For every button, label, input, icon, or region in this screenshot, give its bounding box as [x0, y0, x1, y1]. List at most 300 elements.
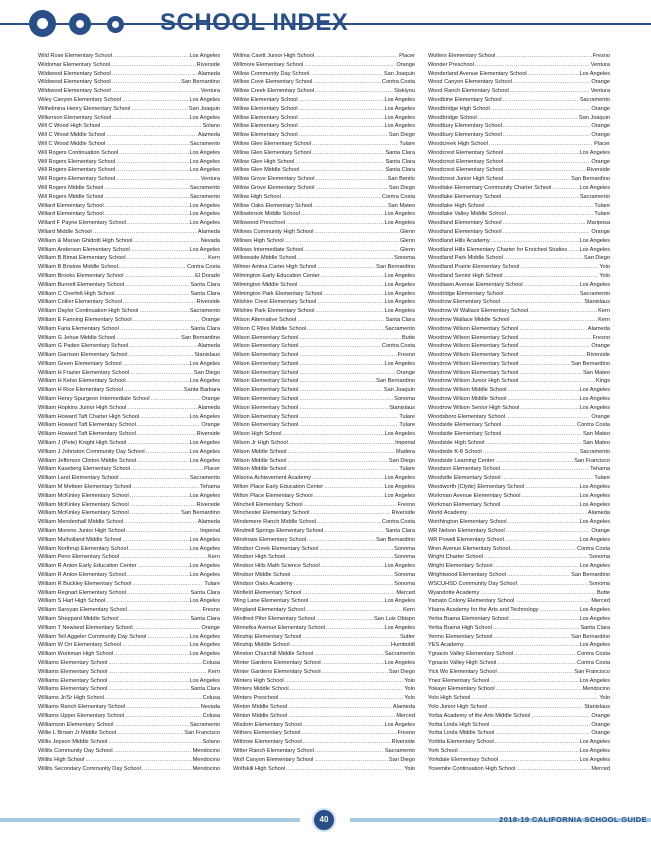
school-name: Winchester Elementary School	[233, 510, 310, 517]
school-name: William H Frazier Elementary School	[38, 369, 130, 376]
school-name: Wilson High School	[233, 431, 282, 438]
dot-leader	[502, 474, 594, 483]
dot-leader	[116, 166, 188, 175]
dot-leader	[510, 615, 579, 624]
index-entry	[38, 421, 220, 430]
index-entry	[233, 580, 415, 589]
county-name: Los Angeles	[189, 96, 220, 103]
large-circle-icon	[29, 10, 56, 37]
county-name: Contra Costa	[382, 79, 415, 86]
dot-leader	[504, 158, 590, 167]
school-name: Will Rogers Elementary School	[38, 158, 116, 165]
dot-leader	[299, 413, 398, 422]
dot-leader	[491, 105, 591, 114]
county-name: Sacramento	[189, 308, 220, 315]
county-name: Los Angeles	[189, 563, 220, 570]
county-name: Los Angeles	[189, 651, 220, 658]
county-name: Los Angeles	[579, 404, 610, 411]
school-name: Wildwood Elementary School	[38, 70, 111, 77]
school-name: William Hopkins Junior High School	[38, 404, 127, 411]
dot-leader	[326, 624, 384, 633]
dot-leader	[114, 747, 192, 756]
dot-leader	[519, 334, 591, 343]
school-name: WR Powell Elementary School	[428, 536, 504, 543]
index-entry	[38, 131, 220, 140]
index-entry	[233, 246, 415, 255]
school-name: Woodbury Elementary School	[428, 123, 502, 130]
county-name: Orange	[591, 721, 610, 728]
dot-leader	[299, 395, 393, 404]
index-entry	[428, 377, 610, 386]
index-entry	[233, 457, 415, 466]
dot-leader	[528, 70, 579, 79]
index-entry	[38, 386, 220, 395]
index-entry	[428, 589, 610, 598]
dot-leader	[495, 729, 590, 738]
dot-leader	[299, 421, 398, 430]
footer-rule-left	[0, 818, 300, 822]
dot-leader	[468, 509, 587, 518]
county-name: Ventura	[200, 88, 220, 95]
school-name: Wilson Elementary School	[233, 404, 299, 411]
index-entry	[428, 158, 610, 167]
dot-leader	[504, 175, 570, 184]
index-entry	[233, 421, 415, 430]
dot-leader	[499, 756, 578, 765]
index-entry	[428, 351, 610, 360]
school-name: Worthington Elementary School	[428, 519, 507, 526]
school-name: Woodside Elementary School	[428, 431, 502, 438]
school-name: Woodland Elementary School	[428, 228, 502, 235]
county-name: Sonoma	[394, 545, 415, 552]
county-name: Los Angeles	[189, 53, 220, 59]
dot-leader	[504, 272, 599, 281]
county-name: Los Angeles	[189, 642, 220, 649]
index-entry	[428, 325, 610, 334]
index-entry	[428, 228, 610, 237]
dot-leader	[128, 606, 202, 615]
dot-leader	[510, 87, 590, 96]
school-name: Willard Middle School	[38, 228, 92, 235]
county-name: Los Angeles	[384, 308, 415, 315]
county-name: Riverside	[391, 739, 415, 746]
dot-leader	[486, 202, 594, 211]
school-name: WR Nelson Elementary School	[428, 528, 505, 535]
school-name: Winter Gardens Elementary School	[233, 659, 321, 666]
dot-leader	[486, 439, 582, 448]
school-name: Willits High School	[38, 756, 85, 763]
index-entry	[38, 342, 220, 351]
county-name: Placer	[204, 466, 220, 473]
index-entry	[38, 765, 220, 774]
county-name: San Bernardino	[571, 572, 610, 579]
school-name: Winton Middle School	[233, 703, 288, 710]
index-entry	[38, 140, 220, 149]
dot-leader	[117, 729, 183, 738]
school-name: Windsor Hills Math Science School	[233, 563, 320, 570]
school-name: Willow Elementary School	[233, 114, 298, 121]
index-entry	[38, 360, 220, 369]
index-entry	[233, 254, 415, 263]
school-name: Woodlawn Avenue Elementary School	[428, 281, 523, 288]
dot-leader	[132, 483, 199, 492]
county-name: Merced	[396, 712, 415, 719]
school-name: Wilson Elementary School	[233, 396, 299, 403]
school-name: Wyandotte Academy	[428, 589, 480, 596]
index-entry	[38, 668, 220, 677]
school-name: William S Hart High School	[38, 598, 106, 605]
school-name: Willow Elementary School	[233, 132, 298, 139]
county-name: Santa Clara	[385, 158, 415, 165]
dot-leader	[302, 589, 395, 598]
index-entry	[233, 122, 415, 131]
county-name: Alameda	[197, 343, 220, 350]
county-name: Los Angeles	[384, 290, 415, 297]
school-name: William McKinley Elementary School	[38, 510, 129, 517]
index-entry	[233, 52, 415, 61]
county-name: Ventura	[590, 88, 610, 95]
index-entry	[38, 545, 220, 554]
school-name: Yorba Academy of the Arts Middle School	[428, 712, 531, 719]
page-number: 40	[312, 808, 336, 832]
school-name: Wildomar Elementary School	[38, 61, 111, 68]
school-name: Wilhelmina Henry Elementary School	[38, 105, 131, 112]
index-entry	[233, 624, 415, 633]
dot-leader	[299, 386, 383, 395]
dot-leader	[290, 685, 404, 694]
county-name: Contra Costa	[577, 545, 610, 552]
index-entry	[38, 606, 220, 615]
index-entry	[233, 298, 415, 307]
dot-leader	[506, 413, 590, 422]
dot-leader	[521, 492, 578, 501]
dot-leader	[112, 87, 200, 96]
county-name: Butte	[401, 334, 415, 341]
index-entry	[428, 290, 610, 299]
index-entry	[428, 615, 610, 624]
index-entry	[38, 729, 220, 738]
county-name: Los Angeles	[579, 484, 610, 491]
index-entry	[233, 290, 415, 299]
dot-leader	[112, 70, 197, 79]
school-name: William Howard Taft Elementary School	[38, 422, 136, 429]
county-name: San Bernardino	[571, 360, 610, 367]
index-entry	[428, 421, 610, 430]
county-name: Tulare	[399, 413, 415, 420]
dot-leader	[304, 246, 399, 255]
school-name: William G Jehue Middle School	[38, 334, 116, 341]
county-name: Los Angeles	[384, 114, 415, 121]
dot-leader	[504, 254, 583, 263]
county-name: Sacramento	[189, 140, 220, 147]
dot-leader	[314, 492, 384, 501]
dot-leader	[495, 738, 579, 747]
county-name: Ventura	[200, 176, 220, 183]
dot-leader	[484, 553, 588, 562]
school-name: Yolo Junior High School	[428, 703, 488, 710]
dot-leader	[130, 509, 180, 518]
dot-leader	[299, 131, 388, 140]
county-name: San Mateo	[582, 369, 610, 376]
county-name: Tehama	[590, 466, 610, 473]
county-name: Contra Costa	[577, 659, 610, 666]
school-name: William Howard Taft Elementary School	[38, 431, 136, 438]
school-name: Yolo High School	[428, 695, 471, 702]
school-name: Withers Elementary School	[233, 730, 301, 737]
school-name: Wild Rose Elementary School	[38, 53, 112, 59]
dot-leader	[315, 307, 383, 316]
index-entry	[428, 184, 610, 193]
school-name: York School	[428, 747, 458, 754]
school-name: Wilson Middle School	[233, 448, 287, 455]
dot-leader	[134, 237, 200, 246]
dot-leader	[307, 536, 375, 545]
school-name: Wilmer Amina Carter High School	[233, 264, 317, 271]
county-name: Riverside	[196, 299, 220, 306]
county-name: Los Angeles	[384, 721, 415, 728]
dot-leader	[108, 668, 207, 677]
school-name: Wilson Elementary School	[233, 378, 299, 385]
county-name: Yolo	[404, 695, 415, 702]
index-entry	[428, 78, 610, 87]
index-entry	[38, 430, 220, 439]
dot-leader	[322, 659, 384, 668]
dot-leader	[125, 712, 201, 721]
school-name: William J (Pete) Knight High School	[38, 440, 127, 447]
index-entry	[233, 386, 415, 395]
index-entry	[233, 281, 415, 290]
county-name: Contra Costa	[577, 651, 610, 658]
county-name: Tulare	[399, 140, 415, 147]
dot-leader	[503, 122, 590, 131]
dot-leader	[287, 465, 398, 474]
index-entry	[233, 334, 415, 343]
county-name: Santa Clara	[190, 589, 220, 596]
county-name: Los Angeles	[579, 607, 610, 614]
index-entry	[233, 237, 415, 246]
index-entry	[38, 254, 220, 263]
county-name: Los Angeles	[579, 616, 610, 622]
county-name: San Joaquin	[383, 387, 415, 394]
dot-leader	[288, 703, 392, 712]
school-name: Ynez Elementary School	[428, 677, 490, 684]
county-name: San Benito	[387, 176, 415, 183]
school-name: Woodland Hills Elementary Charter for Enriched Studies	[428, 246, 568, 253]
county-name: Alameda	[392, 703, 415, 710]
school-name: Wilson C Riles Middle School	[233, 325, 307, 332]
school-name: Windsor Creek Elementary School	[233, 545, 319, 552]
index-entry	[38, 290, 220, 299]
dot-leader	[127, 254, 208, 263]
school-name: Willowside Middle School	[233, 255, 297, 262]
index-entry	[38, 474, 220, 483]
school-name: William H Kelso Elementary School	[38, 378, 126, 385]
county-name: Los Angeles	[189, 545, 220, 552]
county-name: Placer	[399, 53, 415, 59]
school-name: Willard Elementary School	[38, 211, 104, 218]
school-name: Will Rogers Middle School	[38, 184, 104, 191]
dot-leader	[286, 765, 403, 774]
county-name: Santa Clara	[190, 281, 220, 288]
school-name: Ygnacio Valley High School	[428, 659, 497, 666]
dot-leader	[286, 553, 393, 562]
county-name: San Bernardino	[376, 264, 415, 271]
school-name: Wren Avenue Elementary School	[428, 545, 510, 552]
county-name: San Mateo	[387, 202, 415, 209]
county-name: Stanislaus	[584, 299, 610, 306]
school-name: Willow Community Day School	[233, 70, 310, 77]
county-name: Orange	[591, 343, 610, 350]
county-name: Solano	[202, 123, 220, 130]
school-name: William Sheppard Middle School	[38, 616, 119, 622]
index-entry	[233, 193, 415, 202]
school-name: William Green Elementary School	[38, 360, 122, 367]
dot-leader	[504, 166, 586, 175]
index-entry	[428, 122, 610, 131]
dot-leader	[104, 193, 189, 202]
county-name: Sacramento	[189, 475, 220, 482]
school-name: Willard F Payne Elementary School	[38, 220, 126, 227]
school-name: Workman Elementary School	[428, 501, 501, 508]
county-name: Sutter	[400, 633, 415, 640]
county-name: Placer	[594, 140, 610, 147]
dot-leader	[299, 334, 401, 343]
county-name: Imperial	[395, 440, 415, 447]
dot-leader	[127, 377, 189, 386]
county-name: Sacramento	[384, 325, 415, 332]
school-name: Woodrow Wilson Elementary School	[428, 352, 519, 359]
school-name: Willow Grove Elementary School	[233, 176, 315, 183]
dot-leader	[304, 501, 397, 510]
county-name: Glenn	[400, 237, 415, 244]
school-name: Woodlake Elementary School	[428, 193, 502, 200]
index-entry	[428, 404, 610, 413]
dot-leader	[122, 641, 189, 650]
dot-leader	[108, 685, 189, 694]
school-name: William Northrup Elementary School	[38, 545, 128, 552]
index-entry	[38, 184, 220, 193]
index-entry	[233, 721, 415, 730]
index-entry	[428, 254, 610, 263]
index-entry	[38, 536, 220, 545]
index-entry	[38, 615, 220, 624]
index-entry	[233, 571, 415, 580]
county-name: Orange	[591, 79, 610, 86]
index-entry	[38, 52, 220, 61]
county-name: Los Angeles	[384, 96, 415, 103]
dot-leader	[111, 61, 196, 70]
county-name: Yolo	[599, 264, 610, 271]
county-name: Los Angeles	[384, 105, 415, 112]
dot-leader	[315, 175, 386, 184]
dot-leader	[127, 404, 197, 413]
school-name: Willow Elementary School	[233, 123, 298, 130]
school-name: Wingland Elementary School	[233, 607, 305, 614]
index-entry	[428, 386, 610, 395]
index-entry	[38, 298, 220, 307]
school-name: Wilkerson Elementary School	[38, 114, 112, 121]
county-name: Los Angeles	[189, 440, 220, 447]
school-name: Willits Secondary Community Day School	[38, 765, 141, 772]
index-entry	[233, 369, 415, 378]
county-name: Fresno	[397, 352, 415, 359]
index-entry	[428, 131, 610, 140]
dot-leader	[104, 184, 189, 193]
county-name: Colusa	[202, 712, 220, 719]
school-name: Willow Glen High School	[233, 158, 295, 165]
county-name: San Bernardino	[376, 536, 415, 543]
school-name: Will Rogers Middle School	[38, 193, 104, 200]
dot-leader	[540, 606, 579, 615]
index-entry	[233, 87, 415, 96]
index-entry	[233, 439, 415, 448]
index-entry	[38, 272, 220, 281]
school-name: Witter Ranch Elementary School	[233, 747, 314, 754]
school-name: William Burnett Elementary School	[38, 281, 125, 288]
dot-leader	[125, 272, 195, 281]
dot-leader	[501, 501, 578, 510]
school-name: Wilson Jr High School	[233, 440, 288, 447]
county-name: Merced	[591, 598, 610, 605]
county-name: San Diego	[388, 756, 415, 763]
index-entry	[38, 677, 220, 686]
county-name: Sacramento	[189, 193, 220, 200]
county-name: Stanislaus	[389, 404, 415, 411]
school-name: Woodside K-8 School	[428, 448, 482, 455]
school-name: Will Rogers Elementary School	[38, 167, 116, 174]
dot-leader	[114, 650, 188, 659]
county-name: Contra Costa	[577, 422, 610, 429]
county-name: Nevada	[200, 703, 220, 710]
county-name: Santa Clara	[190, 325, 220, 332]
county-name: Fresno	[397, 730, 415, 737]
school-name: Woodrow Wilson Elementary School	[428, 343, 519, 350]
county-name: Los Angeles	[579, 149, 610, 156]
dot-leader	[299, 114, 384, 123]
index-entry	[233, 175, 415, 184]
school-name: William R Anton Early Education Center	[38, 563, 137, 570]
index-entry	[428, 756, 610, 765]
school-name: Wildwood Elementary School	[38, 88, 111, 95]
county-name: Solano	[202, 739, 220, 746]
index-entry	[428, 518, 610, 527]
school-name: Wilson Elementary School	[233, 413, 299, 420]
school-name: Willow Glen Middle School	[233, 167, 300, 174]
dot-leader	[321, 272, 384, 281]
county-name: Los Angeles	[189, 492, 220, 499]
county-name: Sonoma	[394, 396, 415, 403]
index-entry	[428, 501, 610, 510]
dot-leader	[106, 140, 188, 149]
county-name: Sonoma	[394, 580, 415, 587]
county-name: Orange	[396, 369, 415, 376]
school-name: Winters Preschool	[233, 695, 279, 702]
school-name: Yorba Linda High School	[428, 721, 490, 728]
school-name: Wright Elementary School	[428, 563, 493, 570]
county-name: Los Angeles	[189, 211, 220, 218]
index-entry	[233, 105, 415, 114]
dot-leader	[123, 298, 196, 307]
school-name: Wilson Elementary School	[233, 352, 299, 359]
dot-leader	[314, 756, 387, 765]
dot-leader	[488, 703, 583, 712]
county-name: Mendocino	[582, 686, 610, 693]
index-entry	[233, 131, 415, 140]
school-name: Woodcrest Elementary School	[428, 167, 504, 174]
school-name: William Kaseberg Elementary School	[38, 466, 131, 473]
county-name: Los Angeles	[384, 272, 415, 279]
school-name: Will C Wood High School	[38, 123, 101, 130]
